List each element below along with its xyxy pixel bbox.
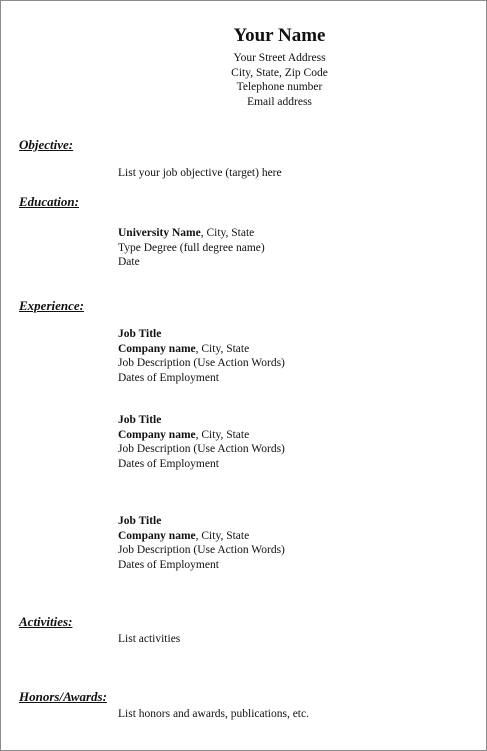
experience-heading: Experience: xyxy=(19,298,84,313)
job-title: Job Title xyxy=(118,414,162,426)
company-line xyxy=(118,529,285,544)
company-name: Company name xyxy=(118,428,196,441)
objective-heading: Objective: xyxy=(19,137,74,152)
honors-heading: Honors/Awards: xyxy=(19,689,107,704)
honors-block xyxy=(118,707,309,722)
job-entry xyxy=(118,514,285,572)
activities-heading: Activities: xyxy=(19,614,73,629)
company-location: , City, State xyxy=(195,529,250,542)
job-entry xyxy=(118,327,285,385)
employment-dates: Dates of Employment xyxy=(118,371,219,384)
objective-block xyxy=(118,166,282,181)
job-title: Job Title xyxy=(118,515,162,527)
activities-block xyxy=(118,632,180,647)
company-line xyxy=(118,342,285,357)
job-title: Job Title xyxy=(118,328,162,340)
education-heading: Education: xyxy=(19,194,79,209)
company-location: , City, State xyxy=(195,428,250,441)
street-address: Your Street Address xyxy=(233,52,326,64)
resume-name: Your Name xyxy=(233,25,326,46)
education-block xyxy=(118,226,265,270)
activities-text: List activities xyxy=(118,633,181,645)
job-description: Job Description (Use Action Words) xyxy=(118,443,285,456)
degree-line: Type Degree (full degree name) xyxy=(118,241,265,254)
telephone: Telephone number xyxy=(236,81,323,93)
job-description: Job Description (Use Action Words) xyxy=(118,544,285,557)
employment-dates: Dates of Employment xyxy=(118,558,219,571)
objective-text: List your job objective (target) here xyxy=(118,167,282,179)
company-name: Company name xyxy=(118,342,196,355)
honors-text: List honors and awards, publications, etc. xyxy=(118,708,309,720)
company-location: , City, State xyxy=(195,342,250,355)
company-line xyxy=(118,428,285,443)
university-name: University Name xyxy=(118,227,201,239)
city-state-zip: City, State, Zip Code xyxy=(231,66,328,79)
employment-dates: Dates of Employment xyxy=(118,457,219,470)
university-line xyxy=(118,226,265,241)
company-name: Company name xyxy=(118,529,196,542)
job-description: Job Description (Use Action Words) xyxy=(118,357,285,370)
contact-block xyxy=(37,51,487,109)
email: Email address xyxy=(247,95,312,108)
job-entry xyxy=(118,413,285,471)
university-location: , City, State xyxy=(200,227,255,239)
education-date: Date xyxy=(118,256,140,269)
